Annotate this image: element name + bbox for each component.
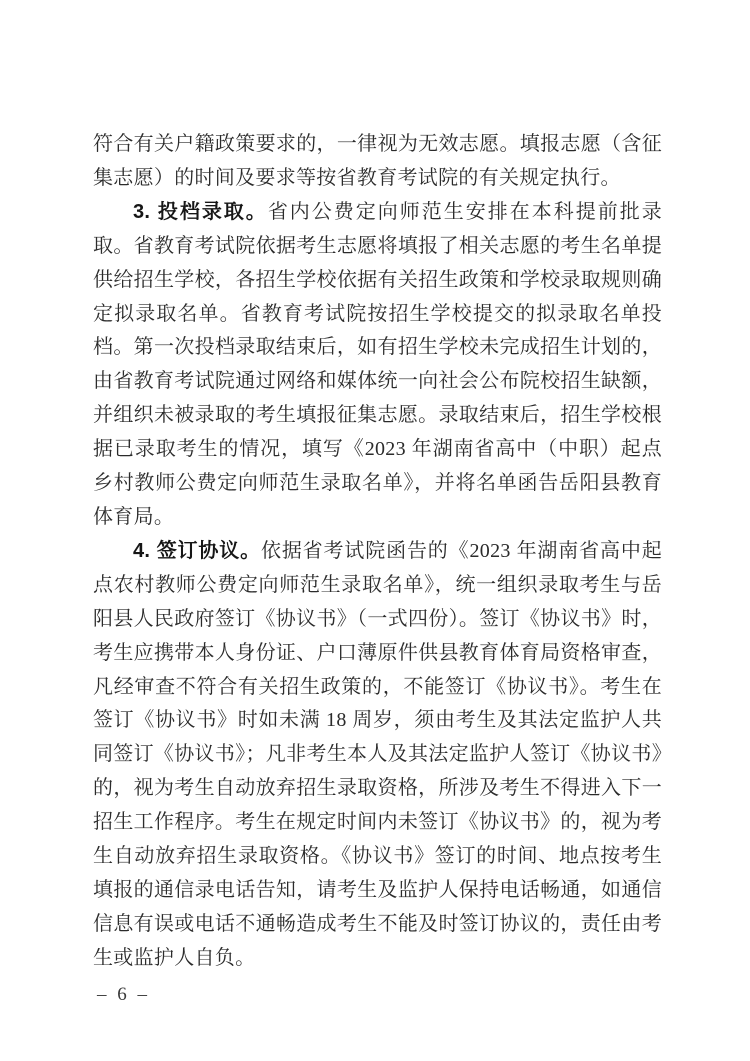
paragraph: 符合有关户籍政策要求的，一律视为无效志愿。填报志愿（含征集志愿）的时间及要求等按省教育考试院的有关规定执行。 xyxy=(93,133,662,189)
paragraph-lead: 3. 投档录取。 xyxy=(133,200,268,223)
page-number: – 6 – xyxy=(97,984,150,1005)
paragraph: 3. 投档录取。省内公费定向师范生安排在本科提前批录取。省教育考试院依据考生志愿将填报了相关志愿的考生名单提供给招生学校，各招生学校依据有关招生政策和学校录取规则确定拟录取名单。省教育考试院按招生学校提交的拟录取名单投档。第一次投档录取结束后，如有招生学校未完成招生计划的，由省教育考试院通过网络和媒体统一向社会公布院校招生缺额，并组织未被录取的考生填报征集志愿。录取结束后，招生学校根据已录取考生的情况，填写《2023 年湖南省高中（中职）起点乡村教师公费定向师范生录取名单》，并将名单函告岳阳县教育体育局。 xyxy=(93,200,663,528)
paragraph-lead: 4. 签订协议。 xyxy=(133,539,261,562)
document-body xyxy=(93,128,662,976)
paragraph: 4. 签订协议。依据省考试院函告的《2023 年湖南省高中起点农村教师公费定向师范生录取名单》，统一组织录取考生与岳阳县人民政府签订《协议书》（一式四份）。签订《协议书》时，考生应携带本人身份证、户口薄原件供县教育体育局资格审查，凡经审查不符合有关招生政策的，不能签订《协议书》。考生在签订《协议书》时如未满 18 周岁，须由考生及其法定监护人共同签订《协议书》；凡非考生本人及其法定监护人签订《协议书》的，视为考生自动放弃招生录取资格，所涉及考生不得进入下一招生工作程序。考生在规定时间内未签订《协议书》的，视为考生自动放弃招生录取资格。《协议书》签订的时间、地点按考生填报的通信录电话告知，请考生及监护人保持电话畅通，如通信信息有误或电话不通畅造成考生不能及时签订协议的，责任由考生或监护人自负。 xyxy=(93,539,662,969)
